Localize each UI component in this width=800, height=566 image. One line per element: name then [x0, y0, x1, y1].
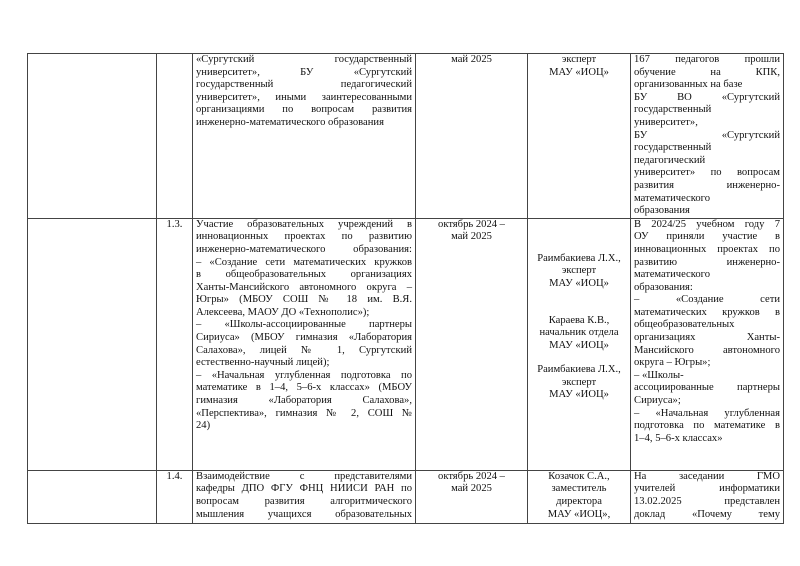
activity-cell: Взаимодействие с представителями кафедры ДПО ФГУ ФНЦ НИИСИ РАН по вопросам развития алгоритмического мышления учащихся образовательных	[193, 470, 416, 523]
empty-cell	[28, 54, 157, 219]
result-cell: 167 педагогов прошли обучение на КПК, организованных на базе БУ ВО «Сургутский государственный университет», БУ «Сургутский государственный педагогический университет» по вопросам развития инженерно- математического образования	[631, 54, 784, 219]
responsible-cell: Раимбакиева Л.Х., эксперт МАУ «ИОЦ» Караева К.В., начальник отдела МАУ «ИОЦ» Раимбакиева Л.Х., эксперт МАУ «ИОЦ»	[528, 218, 631, 470]
activity-cell: «Сургутский государственный университет», БУ «Сургутский государственный педагогический университет», иными заинтересованными организациями по вопросам развития инженерно-математического образования	[193, 54, 416, 219]
table-row	[28, 218, 784, 470]
document-table	[27, 53, 784, 524]
period-cell: октябрь 2024 – май 2025	[416, 470, 528, 523]
row-number-cell	[157, 54, 193, 219]
responsible-cell: Козачок С.А., заместитель директора МАУ «ИОЦ»,	[528, 470, 631, 523]
activity-cell: Участие образовательных учреждений в инновационных проектах по развитию инженерно-математического образования: – «Создание сети математических кружков в общеобразовательных организациях Ханты-Мансийского автономного округа – Югры» (МБОУ СОШ № 18 им. В.Я. Алексеева, МАОУ ДО «Технополис»); – «Школы-ассоциированные партнеры Сириуса» (МБОУ гимназия «Лаборатория Салахова», лицей № 1, Сургутский естественно-научный лицей); – «Начальная углубленная подготовка по математике в 1–4, 5–6-х классах» (МБОУ гимназия «Лаборатория Салахова», «Перспектива», гимназия № 2, СОШ № 24)	[193, 218, 416, 470]
result-cell: В 2024/25 учебном году 7 ОУ приняли участие в инновационных проектах по развитию инженерно- математического образования: – «Создание сети математических кружков в общеобразовательных организациях Ханты- Мансийского автономного округа – Югры»; – «Школы- ассоциированные партнеры Сириуса»; – «Начальная углубленная подготовка по математике в 1–4, 5–6-х классах»	[631, 218, 784, 470]
row-number-cell: 1.3.	[157, 218, 193, 470]
table-row	[28, 470, 784, 523]
table-row	[28, 54, 784, 219]
row-number-cell: 1.4.	[157, 470, 193, 523]
result-cell: На заседании ГМО учителей информатики 13.02.2025 представлен доклад «Почему тему	[631, 470, 784, 523]
responsible-cell: эксперт МАУ «ИОЦ»	[528, 54, 631, 219]
period-cell: май 2025	[416, 54, 528, 219]
period-cell: октябрь 2024 – май 2025	[416, 218, 528, 470]
empty-cell	[28, 470, 157, 523]
empty-cell	[28, 218, 157, 470]
